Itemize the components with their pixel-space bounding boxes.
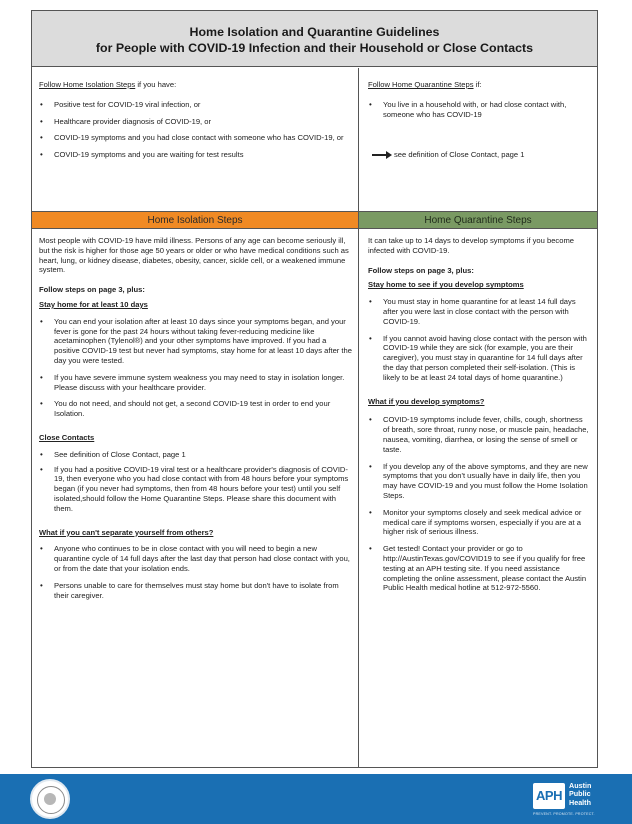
isolation-criteria-intro-rest: if you have:: [135, 80, 177, 89]
list-item: • Monitor your symptoms closely and seek medical advice or medical care if symptoms worsen, especially if you are at a higher risk of serious illness.: [368, 508, 590, 537]
stay-home-list: [39, 317, 352, 419]
home-quarantine-steps-band: Home Quarantine Steps: [359, 211, 597, 229]
quarantine-criteria-list: [368, 100, 590, 120]
aph-tagline: PREVENT. PROMOTE. PROTECT.: [533, 812, 595, 816]
close-contact-note: [372, 150, 542, 160]
list-item: • COVID-19 symptoms include fever, chills, cough, shortness of breath, sore throat, runny nose, or muscle pain, headache, nausea, vomiting, diarrhea, or losing the sense of smell or taste.: [368, 415, 590, 454]
stay-home-symptoms-heading: Stay home to see if you develop symptoms: [368, 280, 524, 290]
quarantine-criteria: [368, 80, 590, 119]
list-item: • If you develop any of the above symptoms, and they are new symptoms that you don't usually have in daily life, then you may have COVID-19 and you must follow the Home Isolation Steps.: [368, 462, 590, 501]
quarantine-stay-list: [368, 297, 590, 382]
close-contact-note-text: see definition of Close Contact, page 1: [394, 150, 525, 159]
list-item: • If you have severe immune system weakness you may need to stay in isolation longer. Please discuss with your healthcare provider.: [39, 373, 352, 393]
develop-symptoms-heading: What if you develop symptoms?: [368, 396, 485, 406]
title-box: [32, 11, 597, 67]
quarantine-steps-link-text: Follow Home Quarantine Steps: [368, 80, 474, 89]
right-arrow-icon: [372, 150, 394, 160]
symptoms-list: [368, 415, 590, 593]
footer-bar: [0, 774, 632, 824]
isolation-follow-steps: Follow steps on page 3, plus:: [39, 285, 145, 295]
list-item: • If you had a positive COVID-19 viral test or a healthcare provider's diagnosis of COVID-19, then everyone who you had close contact with from 48 hours before your symptoms began (if you never had symptoms, then from 48 hours before your test) until you self isolated,should follow the Home Quarantine Steps. Please share this document with them.: [39, 465, 352, 514]
close-contacts-list: [39, 450, 352, 514]
aph-logo-mark: APH: [533, 783, 565, 809]
isolation-intro: Most people with COVID-19 have mild illness. Persons of any age can become seriously ill, but the risk is higher for those age 50 years or older or who have medical conditions such as heart, lung, or kidney disease, diabetes, obesity, cancer, sickle cell, or a weakened immune system.: [39, 236, 349, 275]
isolation-steps-link-text: Follow Home Isolation Steps: [39, 80, 136, 89]
quarantine-criteria-intro: [368, 80, 590, 90]
list-item: • Persons unable to care for themselves must stay home but don't have to isolate from their caregiver.: [39, 581, 352, 601]
list-item: • See definition of Close Contact, page 1: [39, 450, 352, 460]
guidelines-sheet: [31, 10, 598, 768]
list-item: • You live in a household with, or had close contact with, someone who has COVID-19: [368, 100, 590, 120]
list-item: • Get tested! Contact your provider or go to http://AustinTexas.gov/COVID19 to see if you qualify for free testing at an APH testing site. If you need assistance completing the online assessment, please contact the Austin Public Health medical hotline at 512-972-5560.: [368, 544, 590, 593]
list-item: • Healthcare provider diagnosis of COVID-19, or: [39, 117, 352, 127]
quarantine-follow-steps: Follow steps on page 3, plus:: [368, 265, 474, 275]
stay-home-heading: Stay home for at least 10 days: [39, 299, 148, 309]
separate-heading: What if you can't separate yourself from others?: [39, 527, 214, 537]
city-seal-icon: [30, 779, 70, 819]
quarantine-criteria-intro-rest: if:: [473, 80, 482, 89]
list-item: • COVID-19 symptoms and you had close contact with someone who has COVID-19, or: [39, 133, 352, 143]
aph-name-line-3: Health: [569, 797, 591, 807]
quarantine-intro: It can take up to 14 days to develop symptoms if you become infected with COVID-19.: [368, 236, 574, 255]
isolation-criteria-intro: [39, 80, 352, 90]
isolation-criteria: [39, 80, 352, 160]
column-divider: [358, 68, 359, 768]
list-item: • Anyone who continues to be in close contact with you will need to begin a new quarantine cycle of 14 full days after the last day that person had close contact with you, or from the date that your isolation ends.: [39, 544, 352, 573]
isolation-criteria-list: [39, 100, 352, 160]
list-item: • You do not need, and should not get, a second COVID-19 test in order to end your Isolation.: [39, 399, 352, 419]
title-line-2: for People with COVID-19 Infection and their Household or Close Contacts: [95, 41, 534, 55]
isolation-steps: [39, 236, 352, 600]
aph-name: [569, 782, 591, 807]
close-contacts-heading: Close Contacts: [39, 432, 95, 442]
home-isolation-steps-band: Home Isolation Steps: [32, 211, 358, 229]
list-item: • You can end your isolation after at least 10 days since your symptoms began, and your fever is gone for the past 24 hours without taking fever-reducing medicine like acetaminophen (Tylenol®) and your other symptoms have improved. If you had a positive COVID-19 test but never had symptoms, stay home for at least 10 days after the day you were tested.: [39, 317, 352, 366]
separate-list: [39, 544, 352, 600]
aph-name-line-2: Public: [569, 789, 591, 799]
list-item: • COVID-19 symptoms and you are waiting for test results: [39, 150, 352, 160]
title-line-1: Home Isolation and Quarantine Guidelines: [189, 25, 440, 39]
list-item: • Positive test for COVID-19 viral infection, or: [39, 100, 352, 110]
aph-name-line-1: Austin: [569, 781, 592, 790]
list-item: • You must stay in home quarantine for at least 14 full days after you were last in close contact with the person with COVID-19.: [368, 297, 590, 326]
list-item: • If you cannot avoid having close contact with the person with COVID-19 while they are sick (for example, you are their caregiver), you must stay in quarantine for 14 full days after the day that person completed their self-isolation. (This is likely to be at least 24 total days of home quarantine.): [368, 334, 590, 383]
quarantine-steps: [368, 236, 590, 593]
